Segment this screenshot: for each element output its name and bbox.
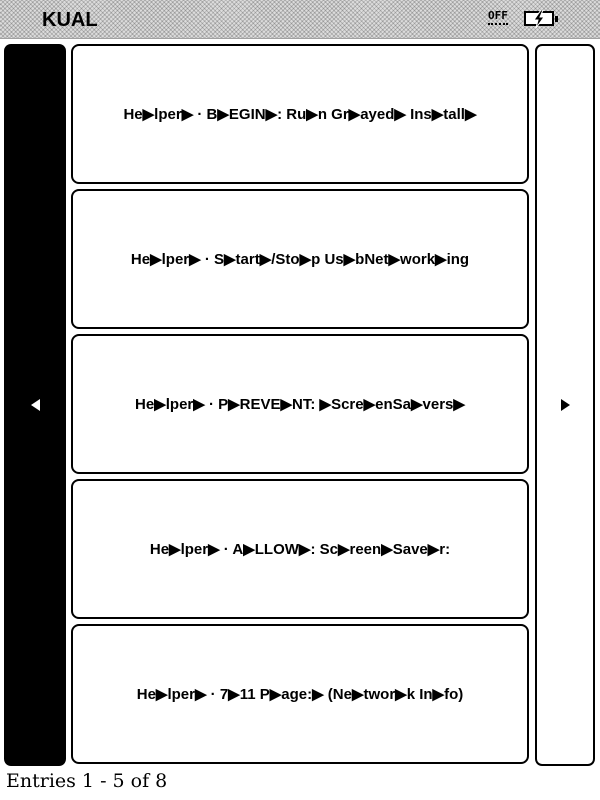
- next-page-button[interactable]: [535, 44, 595, 766]
- status-bar: [0, 0, 600, 39]
- menu-item[interactable]: [71, 334, 529, 474]
- menu-item-label: He▶lper▶ · S▶tart▶/Sto▶p Us▶bNet▶work▶ing: [130, 251, 470, 268]
- menu-list: [71, 44, 529, 766]
- entries-count: Entries 1 - 5 of 8: [6, 770, 168, 792]
- menu-item-label: He▶lper▶ · 7▶11 P▶age:▶ (Ne▶twor▶k In▶fo): [136, 686, 464, 703]
- menu-item[interactable]: [71, 479, 529, 619]
- menu-item-label: He▶lper▶ · B▶EGIN▶: Ru▶n Gr▶ayed▶ Ins▶tall▶: [123, 106, 477, 123]
- menu-item[interactable]: [71, 624, 529, 764]
- menu-item-label: He▶lper▶ · A▶LLOW▶: Sc▶reen▶Save▶r:: [149, 541, 451, 558]
- arrow-right-icon: [561, 399, 570, 411]
- previous-page-button[interactable]: [4, 44, 66, 766]
- menu-item-label: He▶lper▶ · P▶REVE▶NT: ▶Scre▶enSa▶vers▶: [135, 396, 465, 413]
- battery-charging-icon: [524, 11, 554, 26]
- arrow-left-icon: [31, 399, 40, 411]
- menu-item[interactable]: [71, 189, 529, 329]
- app-title: KUAL: [42, 9, 98, 31]
- menu-item[interactable]: [71, 44, 529, 184]
- wifi-status-indicator: OFF: [488, 10, 508, 25]
